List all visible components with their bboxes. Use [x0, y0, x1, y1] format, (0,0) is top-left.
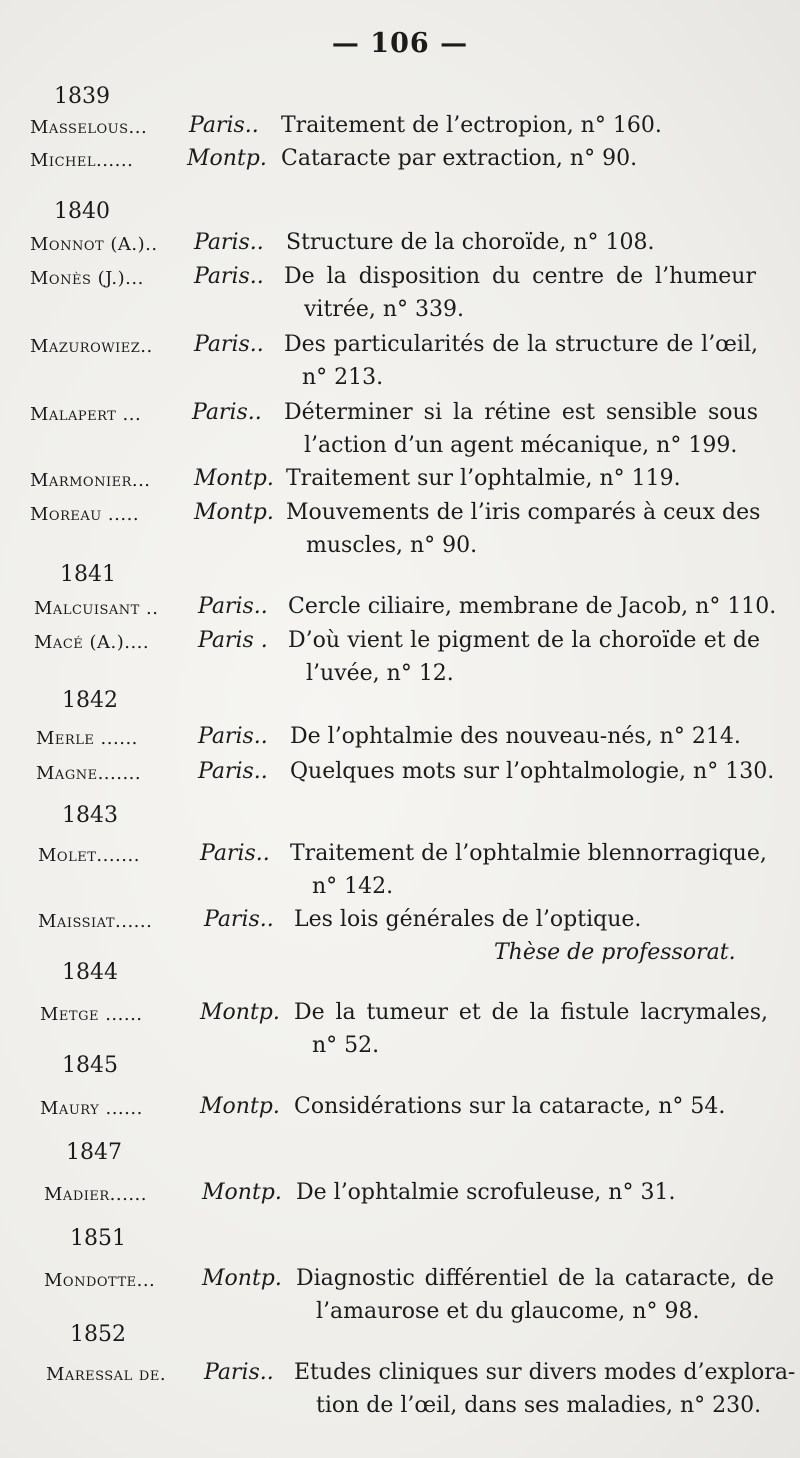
- author-name: Mazurowiez..: [30, 336, 153, 357]
- faculty-place: Paris..: [198, 594, 268, 619]
- thesis-title: De la tumeur et de la fistule lacrymales,: [294, 1000, 768, 1025]
- author-name: Macé (A.)....: [34, 632, 150, 653]
- author-name: Malapert ...: [30, 404, 142, 425]
- faculty-place: Montp.: [194, 500, 274, 525]
- faculty-place: Paris..: [194, 230, 264, 255]
- thesis-title: Les lois générales de l’optique.: [294, 907, 642, 932]
- faculty-place: Paris..: [192, 400, 262, 425]
- year-heading: 1843: [62, 803, 118, 828]
- thesis-title: Diagnostic différentiel de la cataracte, de: [296, 1266, 774, 1291]
- faculty-place: Paris..: [200, 841, 270, 866]
- year-heading: 1844: [62, 960, 118, 985]
- author-name: Magne.......: [36, 763, 142, 784]
- thesis-title-cont: n° 142.: [312, 874, 394, 899]
- author-name: Maressal de.: [46, 1364, 167, 1385]
- faculty-place: Paris..: [204, 1360, 274, 1385]
- thesis-title: Quelques mots sur l’ophtalmologie, n° 130.: [290, 759, 775, 784]
- faculty-place: Montp.: [187, 146, 267, 171]
- year-heading: 1839: [54, 84, 110, 109]
- faculty-place: Montp.: [200, 1000, 280, 1025]
- author-name: Mondotte...: [44, 1270, 156, 1291]
- thesis-title: Considérations sur la cataracte, n° 54.: [294, 1094, 726, 1119]
- faculty-place: Paris .: [198, 628, 268, 653]
- faculty-place: Paris..: [198, 759, 268, 784]
- thesis-title-cont: tion de l’œil, dans ses maladies, n° 230.: [316, 1393, 762, 1418]
- year-heading: 1842: [62, 688, 118, 713]
- faculty-place: Paris..: [194, 332, 264, 357]
- thesis-title: Cataracte par extraction, n° 90.: [281, 146, 638, 171]
- page-number: — 106 —: [331, 28, 469, 59]
- author-name: Michel......: [30, 150, 134, 171]
- thesis-title: Traitement sur l’ophtalmie, n° 119.: [286, 466, 681, 491]
- author-name: Monnot (A.)..: [30, 234, 158, 255]
- year-heading: 1840: [54, 199, 110, 224]
- thesis-title: Traitement de l’ophtalmie blennorragique,: [290, 841, 767, 866]
- thesis-title: D’où vient le pigment de la choroïde et de: [288, 628, 760, 653]
- thesis-title: Des particularités de la structure de l’œil,: [284, 332, 758, 357]
- year-heading: 1845: [62, 1053, 118, 1078]
- thesis-title-cont: n° 52.: [312, 1033, 380, 1058]
- faculty-place: Paris..: [194, 264, 264, 289]
- thesis-title: De l’ophtalmie des nouveau-nés, n° 214.: [290, 724, 741, 749]
- faculty-place: Montp.: [200, 1094, 280, 1119]
- thesis-title-cont: muscles, n° 90.: [306, 533, 478, 558]
- thesis-title: De l’ophtalmie scrofuleuse, n° 31.: [296, 1180, 676, 1205]
- thesis-title: De la disposition du centre de l’humeur: [284, 264, 756, 289]
- author-name: Molet.......: [38, 845, 140, 866]
- thesis-title: Structure de la choroïde, n° 108.: [286, 230, 655, 255]
- thesis-title-cont: l’action d’un agent mécanique, n° 199.: [304, 433, 738, 458]
- faculty-place: Montp.: [194, 466, 274, 491]
- thesis-title-cont: vitrée, n° 339.: [304, 297, 464, 322]
- faculty-place: Paris..: [204, 907, 274, 932]
- thesis-title: Etudes cliniques sur divers modes d’explora-: [294, 1360, 796, 1385]
- thesis-title: Déterminer si la rétine est sensible sous: [284, 400, 758, 425]
- year-heading: 1851: [70, 1226, 126, 1251]
- faculty-place: Paris..: [189, 113, 259, 138]
- thesis-title: Cercle ciliaire, membrane de Jacob, n° 110.: [288, 594, 777, 619]
- author-name: Metge ......: [40, 1004, 143, 1025]
- thesis-title-cont: l’uvée, n° 12.: [306, 661, 454, 686]
- author-name: Malcuisant ..: [34, 598, 159, 619]
- year-heading: 1841: [60, 562, 116, 587]
- author-name: Maury ......: [40, 1098, 143, 1119]
- author-name: Monès (J.)...: [30, 268, 144, 289]
- faculty-place: Paris..: [198, 724, 268, 749]
- thesis-note: Thèse de professorat.: [494, 940, 736, 965]
- author-name: Masselous...: [30, 117, 148, 138]
- thesis-title: Mouvements de l’iris comparés à ceux des: [286, 500, 761, 525]
- author-name: Madier......: [44, 1184, 147, 1205]
- author-name: Merle ......: [36, 728, 138, 749]
- thesis-title: Traitement de l’ectropion, n° 160.: [281, 113, 662, 138]
- author-name: Marmonier...: [30, 470, 151, 491]
- faculty-place: Montp.: [202, 1180, 282, 1205]
- faculty-place: Montp.: [202, 1266, 282, 1291]
- year-heading: 1852: [70, 1322, 126, 1347]
- author-name: Moreau .....: [30, 504, 140, 525]
- thesis-title-cont: n° 213.: [302, 365, 384, 390]
- thesis-title-cont: l’amaurose et du glaucome, n° 98.: [316, 1299, 700, 1324]
- year-heading: 1847: [66, 1140, 122, 1165]
- author-name: Maissiat......: [38, 911, 153, 932]
